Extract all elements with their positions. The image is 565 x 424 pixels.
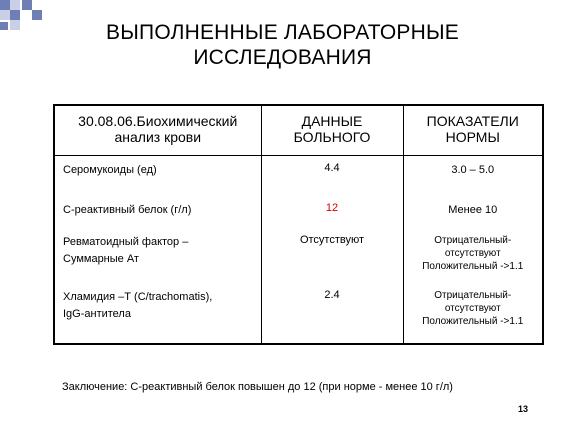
- decor-square-7: [10, 20, 20, 30]
- header-analysis: 30.08.06.Биохимический анализ крови: [54, 105, 261, 155]
- row-norm-cell: [403, 234, 543, 289]
- lab-results-table: [53, 104, 544, 345]
- decor-square-4: [0, 10, 10, 20]
- conclusion-text: Заключение: С-реактивный белок повышен до 12 (при норме - менее 10 г/л): [62, 381, 453, 393]
- decor-square-6: [32, 10, 42, 20]
- table-row: [54, 202, 543, 234]
- table-header-row: [54, 105, 543, 155]
- header-patient-data: ДАННЫЕ БОЛЬНОГО: [261, 105, 403, 155]
- row-norm-line-3: Положительный ->1.1: [422, 316, 524, 327]
- row-name-line-1: Ревматоидный фактор –: [63, 236, 189, 248]
- row-name-cell: [54, 202, 261, 234]
- table-row: [54, 155, 543, 202]
- row-norm: Менее 10: [448, 204, 498, 216]
- row-value: Отсутствуют: [261, 234, 403, 289]
- row-norm-line-1: Отрицательный-: [434, 235, 512, 246]
- slide-title: [60, 20, 505, 70]
- decor-square-5: [10, 10, 20, 20]
- decor-square-8: [0, 22, 8, 30]
- row-norm-line-1: Отрицательный-: [434, 290, 512, 301]
- row-name: С-реактивный белок (г/л): [63, 204, 192, 216]
- row-name-line-1: Хламидия –Т (С/trachomatis),: [63, 291, 213, 303]
- header-norms: ПОКАЗАТЕЛИ НОРМЫ: [403, 105, 543, 155]
- slide-title-line-1: ВЫПОЛНЕННЫЕ ЛАБОРАТОРНЫЕ: [106, 21, 459, 44]
- row-norm-line-3: Положительный ->1.1: [422, 261, 524, 272]
- row-value-highlighted: 12: [261, 202, 403, 234]
- row-norm-line-2: отсутствуют: [444, 303, 501, 314]
- row-name-cell: [54, 155, 261, 202]
- slide-title-line-2: ИССЛЕДОВАНИЯ: [193, 46, 372, 69]
- row-norm: 3.0 – 5.0: [451, 163, 495, 176]
- page-number: 13: [517, 404, 528, 414]
- table-row: [54, 234, 543, 289]
- table-row: [54, 289, 543, 344]
- row-name-cell: [54, 234, 261, 289]
- row-norm-cell: [403, 289, 543, 344]
- row-norm-cell: [403, 155, 543, 202]
- row-name-cell: [54, 289, 261, 344]
- decor-square-2: [10, 0, 20, 10]
- decor-square-1: [0, 0, 10, 10]
- row-name-line-2: Суммарные Ат: [63, 253, 139, 265]
- decor-square-3: [22, 0, 32, 10]
- row-norm-line-2: отсутствуют: [444, 248, 501, 259]
- row-norm-cell: [403, 202, 543, 234]
- row-name: Серомукоиды (ед): [63, 163, 157, 176]
- row-name-line-2: IgG-антитела: [63, 308, 131, 320]
- row-value: 2.4: [261, 289, 403, 344]
- row-value: 4.4: [261, 155, 403, 202]
